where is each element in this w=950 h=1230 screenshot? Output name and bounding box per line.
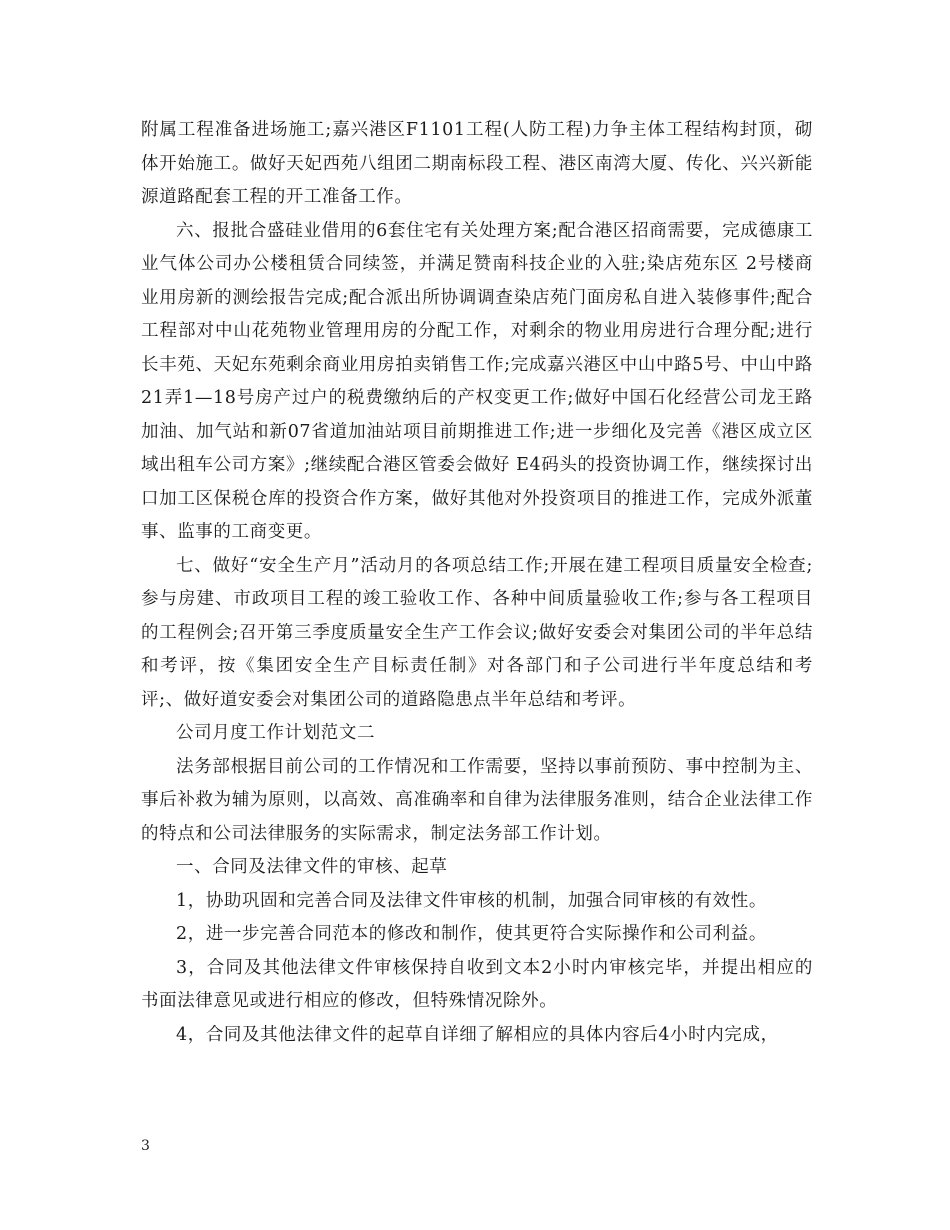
list-item-4: 4，合同及其他法律文件的起草自详细了解相应的具体内容后4小时内完成，	[176, 1024, 779, 1045]
list-item-1: 1，协助巩固和完善合同及法律文件审核的机制，加强合同审核的有效性。	[176, 890, 767, 911]
paragraph-continuation: 附属工程准备进场施工;嘉兴港区F1101工程(人防工程)力争主体工程结构封顶，砌体开始施工。做好天妃西苑八组团二期南标段工程、港区南湾大厦、传化、兴兴新能源道路配套工程的开工准备工作。	[141, 120, 813, 207]
paragraph-section-six: 六、报批合盛硅业借用的6套住宅有关处理方案;配合港区招商需要，完成德康工业气体公司办公楼租赁合同续签，并满足赞南科技企业的入驻;染店苑东区 2号楼商业用房新的测绘报告完成;配合派出所协调调查染店苑门面房私自进入装修事件;配合工程部对中山花苑物业管理用房的分配工作，对剩余的物业用房进行合理分配;进行长丰苑、天妃东苑剩余商业用房拍卖销售工作;完成嘉兴港区中山中路5号、中山中路21弄1—18号房产过户的税费缴纳后的产权变更工作;做好中国石化经营公司龙王路加油、加气站和新07省道加油站项目前期推进工作;进一步细化及完善《港区成立区域出租车公司方案》;继续配合港区管委会做好 E4码头的投资协调工作，继续探讨出口加工区保税仓库的投资合作方案，做好其他对外投资项目的推进工作，完成外派董事、监事的工商变更。	[141, 220, 813, 542]
document-body	[141, 114, 813, 1052]
list-item-3: 3，合同及其他法律文件审核保持自收到文本2小时内审核完毕，并提出相应的书面法律意见或进行相应的修改，但特殊情况除外。	[141, 957, 813, 1011]
paragraph-section-seven: 七、做好“安全生产月”活动月的各项总结工作;开展在建工程项目质量安全检查;参与房建、市政项目工程的竣工验收工作、各种中间质量验收工作;参与各工程项目的工程例会;召开第三季度质量安全生产工作会议;做好安委会对集团公司的半年总结和考评，按《集团安全生产目标责任制》对各部门和子公司进行半年度总结和考评;、做好道安委会对集团公司的道路隐患点半年总结和考评。	[141, 555, 813, 710]
page-number: 3	[141, 1138, 150, 1154]
heading-sample-two: 公司月度工作计划范文二	[176, 723, 376, 743]
list-item-2: 2，进一步完善合同范本的修改和制作，使其更符合实际操作和公司利益。	[176, 924, 767, 944]
paragraph-legal-intro: 法务部根据目前公司的工作情况和工作需要，坚持以事前预防、事中控制为主、事后补救为辅为原则，以高效、高准确率和自律为法律服务准则，结合企业法律工作的特点和公司法律服务的实际需求，制定法务部工作计划。	[141, 756, 813, 844]
heading-contract-review: 一、合同及法律文件的审核、起草	[176, 857, 448, 877]
